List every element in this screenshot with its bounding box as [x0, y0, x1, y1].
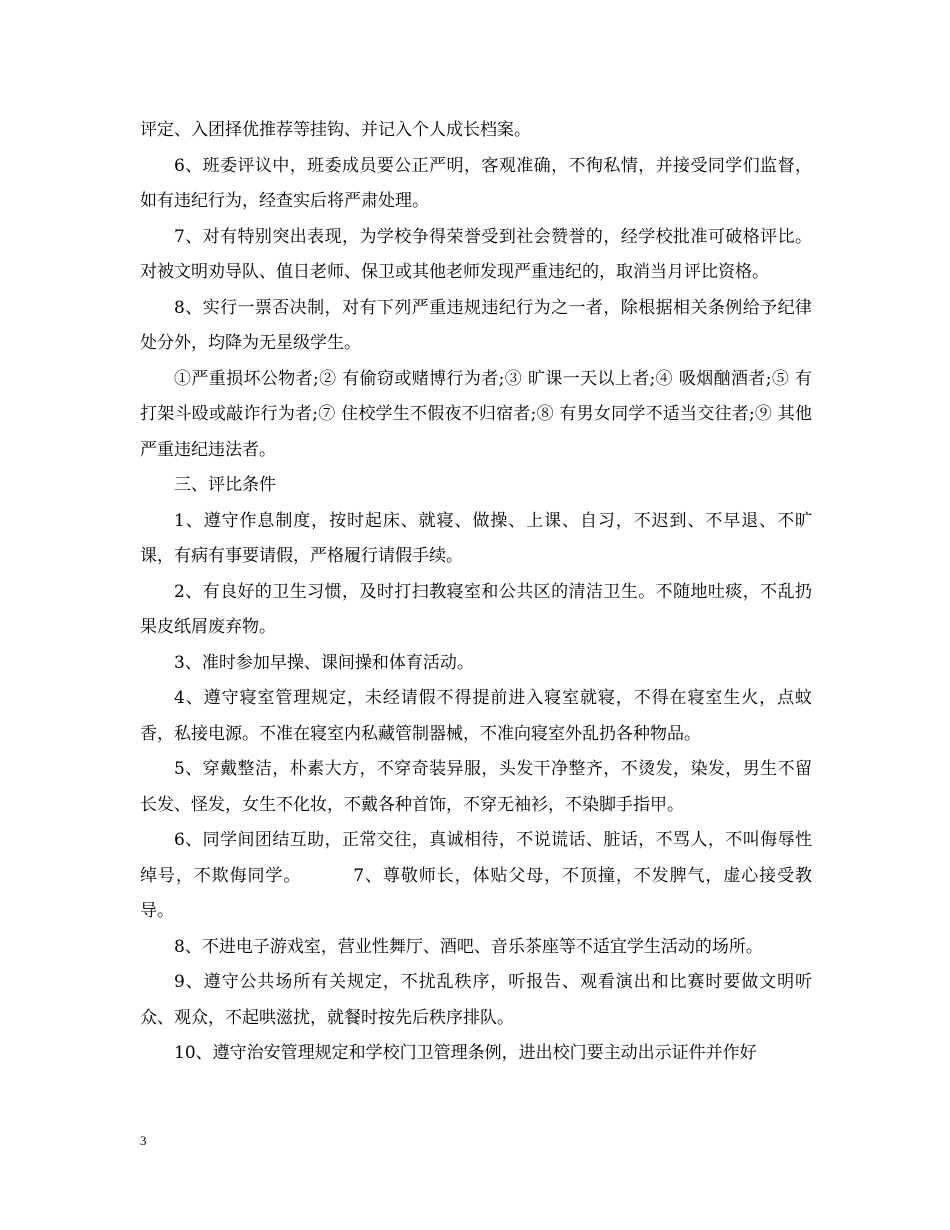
paragraph-item-6: 6、班委评议中，班委成员要公正严明，客观准确，不徇私情，并接受同学们监督，如有违纪行为，经查实后将严肃处理。 [140, 155, 812, 211]
paragraph-condition-10: 10、遵守治安管理规定和学校门卫管理条例，进出校门要主动出示证件并作好 [174, 1043, 757, 1063]
section-heading: 三、评比条件 [174, 475, 276, 495]
paragraph-condition-4: 4、遵守寝室管理规定，未经请假不得提前进入寝室就寝，不得在寝室生火，点蚊香，私接电源。不准在寝室内私藏管制器械，不准向寝室外乱扔各种物品。 [140, 688, 812, 744]
paragraph-condition-7: 7、尊敬师长，体贴父母，不顶撞，不发脾气，虚心接受教导。 [140, 865, 813, 921]
page-number: 3 [140, 1133, 147, 1148]
paragraph-item-7: 7、对有特别突出表现，为学校争得荣誉受到社会赞誉的，经学校批准可破格评比。对被文明劝导队、值日老师、保卫或其他老师发现严重违纪的，取消当月评比资格。 [140, 226, 812, 282]
paragraph-condition-3: 3、准时参加早操、课间操和体育活动。 [174, 652, 474, 673]
paragraph-violation-list: ①严重损坏公物者;② 有偷窃或赌博行为者;③ 旷课一天以上者;④ 吸烟酗酒者;⑤ 有打架斗殴或敲诈行为者;⑦ 住校学生不假夜不归宿者;⑧ 有男女同学不适当交往者;⑨ 其他严重违纪违法者。 [140, 368, 812, 460]
paragraph-condition-2: 2、有良好的卫生习惯，及时打扫教寝室和公共区的清洁卫生。不随地吐痰，不乱扔果皮纸屑废弃物。 [140, 581, 812, 637]
paragraph-condition-8: 8、不进电子游戏室，营业性舞厅、酒吧、音乐茶座等不适宜学生活动的场所。 [174, 936, 763, 957]
paragraph-condition-6: 6、同学间团结互助，正常交往，真诚相待，不说谎话、脏话，不骂人，不叫侮辱性绰号，不欺侮同学。 [140, 830, 812, 886]
body-text [140, 113, 812, 1072]
paragraph-item-8: 8、实行一票否决制，对有下列严重违规违纪行为之一者，除根据相关条例给予纪律处分外，均降为无星级学生。 [140, 297, 812, 353]
paragraph-condition-6-7 [140, 823, 812, 930]
paragraph-condition-9: 9、遵守公共场所有关规定，不扰乱秩序，听报告、观看演出和比赛时要做文明听众、观众，不起哄滋扰，就餐时按先后秩序排队。 [140, 972, 812, 1028]
paragraph-continuation: 评定、入团择优推荐等挂钩、并记入个人成长档案。 [140, 120, 531, 140]
paragraph-condition-1: 1、遵守作息制度，按时起床、就寝、做操、上课、自习，不迟到、不早退、不旷课，有病有事要请假，严格履行请假手续。 [140, 510, 812, 566]
paragraph-condition-5: 5、穿戴整洁，朴素大方，不穿奇装异服，头发干净整齐，不烫发，染发，男生不留长发、怪发，女生不化妆，不戴各种首饰，不穿无袖衫，不染脚手指甲。 [140, 759, 812, 815]
